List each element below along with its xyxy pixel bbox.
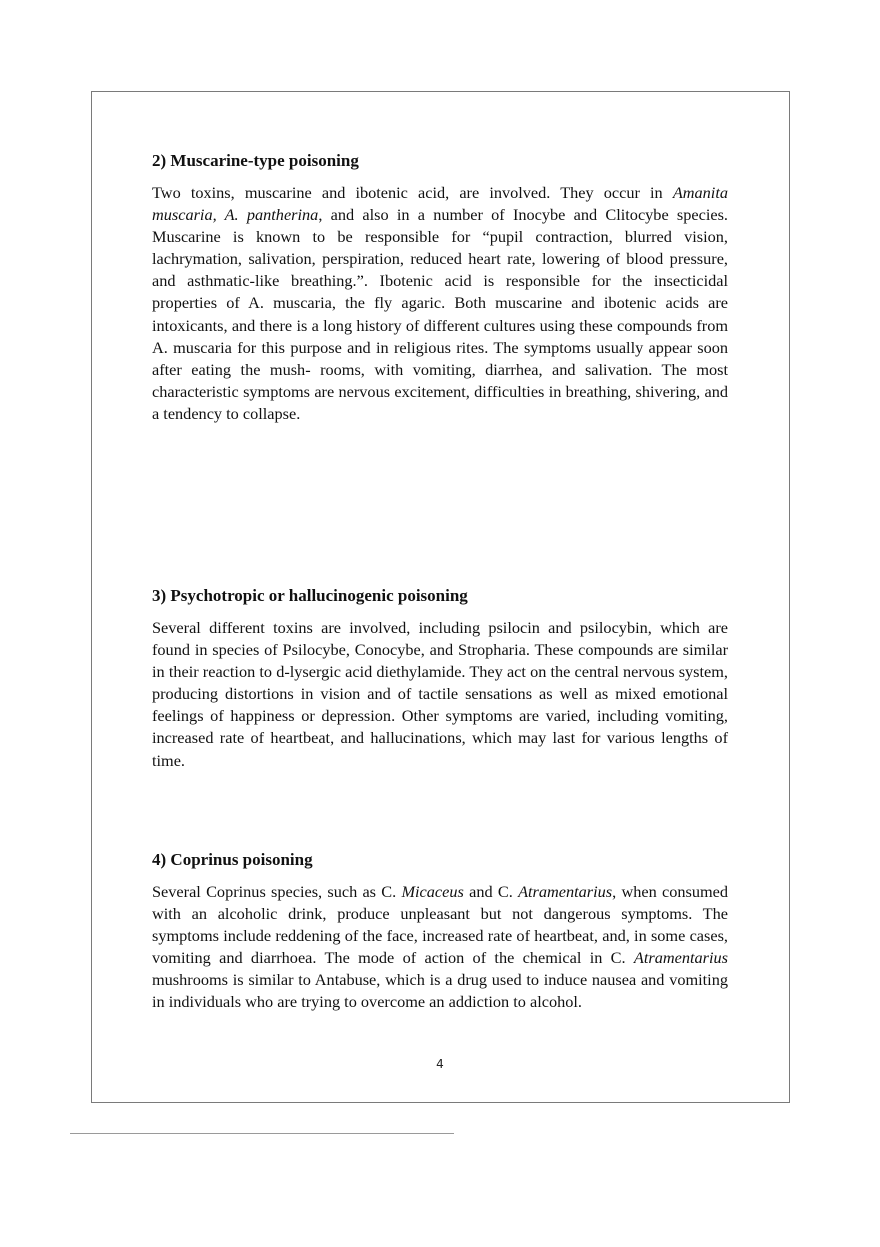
species-name: Atramentarius bbox=[633, 948, 728, 968]
species-name: Amanita muscaria, A. pantherina bbox=[152, 183, 728, 225]
section-muscarine bbox=[152, 150, 728, 425]
text-segment: , and also in a number of Inocybe and Clitocybe species. Muscarine is known to be responsible for “pupil contraction, blurred vision, lachrymation, salivation, perspiration, reduced heart rate, lowering of blood pressure, and asthmatic-like breathing.”. Ibotenic acid is responsible for the insecticidal properties of A. muscaria, the fly agaric. Both muscarine and ibotenic acids are intoxicants, and there is a long history of different cultures using these compounds from A. muscaria for this purpose and in religious rites. The symptoms usually appear soon after eating the mush- rooms, with vomiting, diarrhea, and salivation. The most characteristic symptoms are nervous excitement, difficulties in breathing, shivering, and a tendency to collapse. bbox=[152, 205, 728, 423]
section-heading: 2) Muscarine-type poisoning bbox=[152, 151, 359, 170]
text-segment: , when consumed with an alcoholic drink, produce unpleasant but not dangerous symptoms. The symptoms include reddening of the face, increased rate of heartbeat, and, in some cases, vomiting and diarrhoea. The mode of action of the chemical in C. bbox=[152, 882, 728, 968]
section-coprinus bbox=[152, 849, 728, 1014]
text-segment: Several different toxins are involved, including psilocin and psilocybin, which are found in species of Psilocybe, Conocybe, and Stropharia. These compounds are similar in their reaction to d-lysergic acid diethylamide. They act on the central nervous system, producing distortions in vision and of tactile sensations as well as mixed emotional feelings of happiness or depression. Other symptoms are varied, including vomiting, increased rate of heartbeat, and hallucinations, which may last for various lengths of time. bbox=[152, 618, 728, 770]
section-heading: 3) Psychotropic or hallucinogenic poisoning bbox=[152, 586, 468, 605]
species-name: Micaceus bbox=[401, 882, 464, 901]
text-segment: mushrooms is similar to Antabuse, which is a drug used to induce nausea and vomiting in individuals who are trying to overcome an addiction to alcohol. bbox=[152, 970, 728, 1012]
section-heading: 4) Coprinus poisoning bbox=[152, 850, 313, 869]
section-body bbox=[152, 617, 728, 772]
text-segment: Several Coprinus species, such as C. bbox=[152, 882, 402, 901]
section-body bbox=[152, 182, 728, 425]
page-number: 4 bbox=[436, 1057, 444, 1071]
text-segment: Two toxins, muscarine and ibotenic acid, are involved. They occur in bbox=[152, 183, 673, 202]
section-psychotropic bbox=[152, 585, 728, 772]
section-body bbox=[152, 881, 728, 1014]
footnote-separator bbox=[70, 1133, 454, 1134]
text-segment: and C. bbox=[463, 882, 519, 901]
species-name: Atramentarius bbox=[518, 882, 613, 901]
